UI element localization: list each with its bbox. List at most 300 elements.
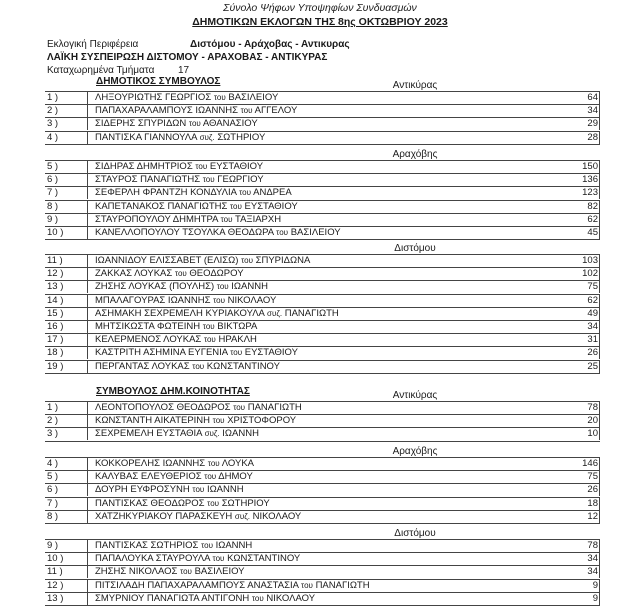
candidate-name-cell xyxy=(95,497,270,510)
candidate-name-cell xyxy=(95,200,298,213)
parent-prefix: του xyxy=(213,93,226,102)
parent-prefix: του xyxy=(233,403,246,412)
candidate-name: ΠΑΝΤΙΣΚΑΣ ΘΕΟΔΩΡΟΣ xyxy=(95,497,205,509)
row-number: 8 ) xyxy=(47,510,59,522)
column-divider xyxy=(87,280,88,293)
vote-count: 18 xyxy=(587,497,598,509)
row-number: 11 ) xyxy=(47,566,63,578)
column-divider xyxy=(599,414,600,427)
document-subtitle: ΔΗΜΟΤΙΚΩΝ ΕΚΛΟΓΩΝ ΤΗΣ 8ης ΟΚΤΩΒΡΙΟΥ 2023 xyxy=(192,16,448,28)
table-row xyxy=(45,497,600,510)
column-divider xyxy=(599,457,600,470)
vote-count: 34 xyxy=(587,321,598,332)
parent-name: ΑΘΑΝΑΣΙΟΥ xyxy=(202,118,258,130)
candidate-name: ΣΤΑΥΡΟΠΟΥΛΟΥ ΔΗΜΗΤΡΑ xyxy=(95,213,218,225)
column-divider xyxy=(87,186,88,199)
table-row xyxy=(45,186,600,199)
parent-prefix: του xyxy=(220,214,233,224)
column-divider xyxy=(599,294,600,307)
column-divider xyxy=(87,360,88,373)
vote-count: 82 xyxy=(587,200,598,212)
vote-count: 34 xyxy=(587,105,598,117)
row-number: 7 ) xyxy=(47,187,59,199)
column-divider xyxy=(599,497,600,510)
row-number: 2 ) xyxy=(47,105,59,117)
vote-count: 64 xyxy=(587,92,598,103)
row-number: 19 ) xyxy=(47,360,64,372)
parent-name: ΝΙΚΟΛΑΟΥ xyxy=(252,510,302,522)
row-number: 14 ) xyxy=(47,294,64,306)
column-divider xyxy=(599,360,600,373)
table-row xyxy=(45,173,600,186)
parent-prefix: του xyxy=(192,361,205,371)
vote-count: 28 xyxy=(587,131,598,143)
district-label: Εκλογική Περιφέρεια xyxy=(47,39,139,50)
column-divider xyxy=(599,539,600,552)
candidate-name: ΣΙΔΗΡΑΣ ΔΗΜΗΤΡΙΟΣ xyxy=(95,161,193,172)
column-divider xyxy=(87,307,88,320)
candidate-name: ΠΑΝΤΙΣΚΑ ΓΙΑΝΝΟΥΛΑ xyxy=(95,131,197,143)
parent-prefix: του xyxy=(212,554,225,564)
parent-name: ΛΟΥΚΑ xyxy=(221,458,255,469)
row-number: 13 ) xyxy=(47,281,64,293)
column-divider xyxy=(599,91,600,104)
candidate-name-cell xyxy=(95,579,370,592)
table-row xyxy=(45,510,600,523)
vote-count: 29 xyxy=(587,118,598,130)
candidate-name-cell xyxy=(95,320,257,333)
column-divider xyxy=(87,579,88,592)
parent-prefix: του xyxy=(276,228,289,237)
table-row xyxy=(45,213,600,226)
parent-prefix: του xyxy=(251,593,264,603)
candidate-name-cell xyxy=(95,360,280,373)
parent-prefix: του xyxy=(240,106,253,116)
column-divider xyxy=(87,267,88,280)
candidate-name: ΠΑΠΑΛΟΥΚΑ ΣΤΑΥΡΟΥΛΑ xyxy=(95,553,210,565)
row-number: 8 ) xyxy=(47,200,59,212)
candidate-name: ΜΗΤΣΙΚΩΣΤΑ ΦΩΤΕΙΝΗ xyxy=(95,321,201,332)
table-row xyxy=(45,307,600,320)
table-row xyxy=(45,226,600,239)
parent-prefix: συζ. xyxy=(204,429,220,439)
candidate-name-cell xyxy=(95,117,258,130)
district-value: Διστόμου - Αράχοβας - Αντικυρας xyxy=(190,39,350,50)
table-rule xyxy=(45,239,600,240)
table-row xyxy=(45,320,600,333)
candidate-name-cell xyxy=(95,401,302,414)
row-number: 7 ) xyxy=(47,497,59,509)
candidate-name-cell xyxy=(95,254,310,267)
area-label: Διστόμου xyxy=(394,243,436,254)
column-divider xyxy=(87,565,88,578)
row-number: 12 ) xyxy=(47,268,64,280)
column-divider xyxy=(599,307,600,320)
column-divider xyxy=(87,346,88,359)
area-label: Αραχόβης xyxy=(392,446,438,457)
vote-count: 150 xyxy=(582,161,598,172)
parent-name: ΧΡΙΣΤΟΦΟΡΟΥ xyxy=(227,415,297,427)
parent-name: ΓΕΩΡΓΙΟΥ xyxy=(217,174,264,186)
table-row xyxy=(45,483,600,496)
parent-name: ΕΥΣΤΑΘΙΟΥ xyxy=(244,200,298,212)
candidate-name-cell xyxy=(95,539,252,552)
table-row xyxy=(45,91,600,104)
candidate-name: ΚΑΣΤΡΙΤΗ ΑΣΗΜΙΝΑ ΕΥΓΕΝΙΑ xyxy=(95,347,228,359)
vote-count: 45 xyxy=(587,227,598,238)
row-number: 12 ) xyxy=(47,579,64,591)
column-divider xyxy=(87,320,88,333)
parent-prefix: του xyxy=(230,201,242,211)
parent-name: ΚΩΝΣΤΑΝΤΙΝΟΥ xyxy=(206,360,280,372)
area-label: Διστόμου xyxy=(394,528,436,539)
area-label: Αντικύρας xyxy=(392,390,438,401)
parent-name: ΒΑΣΙΛΕΙΟΥ xyxy=(228,92,279,103)
parent-name: ΙΩΑΝΝΗ xyxy=(222,428,259,440)
vote-count: 146 xyxy=(582,458,598,469)
candidate-name: ΣΤΑΥΡΟΣ ΠΑΝΑΓΙΩΤΗΣ xyxy=(95,174,201,186)
parent-prefix: του xyxy=(239,188,251,198)
candidate-name-cell xyxy=(95,414,296,427)
column-divider xyxy=(87,470,88,483)
candidate-name-cell xyxy=(95,186,292,199)
column-divider xyxy=(599,267,600,280)
vote-count: 102 xyxy=(582,268,598,280)
candidate-name-cell xyxy=(95,280,268,293)
parent-prefix: του xyxy=(230,348,243,358)
column-divider xyxy=(87,510,88,523)
table-row xyxy=(45,104,600,117)
candidate-name: ΠΙΤΣΙΛΑΔΗ ΠΑΠΑΧΑΡΑΛΑΜΠΟΥΣ ΑΝΑΣΤΑΣΙΑ xyxy=(95,579,299,591)
column-divider xyxy=(87,173,88,186)
candidate-name: ΜΠΑΛΑΓΟΥΡΑΣ ΙΩΑΝΝΗΣ xyxy=(95,294,211,306)
community-section-heading: ΣΥΜΒΟΥΛΟΣ ΔΗΜ.ΚΟΙΝΟΤΗΤΑΣ xyxy=(96,386,250,397)
column-divider xyxy=(599,104,600,117)
parent-name: ΙΩΑΝΝΗ xyxy=(206,484,244,496)
column-divider xyxy=(599,333,600,346)
parent-prefix: του xyxy=(207,498,220,508)
parent-name: ΚΩΝΣΤΑΝΤΙΝΟΥ xyxy=(227,553,301,565)
vote-count: 20 xyxy=(587,415,598,427)
candidate-name: ΠΑΠΑΧΑΡΑΛΑΜΠΟΥΣ ΙΩΑΝΝΗΣ xyxy=(95,105,238,117)
area-label: Αντικύρας xyxy=(392,80,438,91)
vote-count: 26 xyxy=(587,347,598,359)
candidate-name: ΚΑΠΕΤΑΝΑΚΟΣ ΠΑΝΑΓΙΩΤΗΣ xyxy=(95,200,228,212)
parent-name: ΣΠΥΡΙΔΩΝΑ xyxy=(255,255,311,266)
column-divider xyxy=(599,131,600,144)
candidate-name-cell xyxy=(95,104,297,117)
parent-prefix: του xyxy=(301,580,313,590)
column-divider xyxy=(87,104,88,117)
parent-prefix: του xyxy=(201,541,213,550)
row-number: 5 ) xyxy=(47,161,59,172)
candidate-name-cell xyxy=(95,131,265,144)
row-number: 16 ) xyxy=(47,321,64,332)
table-row xyxy=(45,267,600,280)
column-divider xyxy=(599,320,600,333)
row-number: 9 ) xyxy=(47,540,59,551)
column-divider xyxy=(599,117,600,130)
candidate-name: ΖΑΚΚΑΣ ΛΟΥΚΑΣ xyxy=(95,268,173,280)
column-divider xyxy=(87,592,88,605)
parent-prefix: του xyxy=(192,485,205,495)
column-divider xyxy=(599,565,600,578)
parent-prefix: του xyxy=(207,459,220,468)
vote-count: 49 xyxy=(587,307,598,319)
parent-name: ΑΝΔΡΕΑ xyxy=(253,187,292,199)
row-number: 4 ) xyxy=(47,458,59,469)
row-number: 6 ) xyxy=(47,484,59,496)
parent-prefix: συζ. xyxy=(234,511,250,521)
vote-count: 78 xyxy=(587,402,598,413)
parent-name: ΣΩΤΗΡΙΟΥ xyxy=(217,131,266,143)
candidate-name: ΣΙΔΕΡΗΣ ΣΠΥΡΙΔΩΝ xyxy=(95,118,187,130)
vote-count: 34 xyxy=(587,566,598,578)
table-row xyxy=(45,414,600,427)
column-divider xyxy=(87,91,88,104)
column-divider xyxy=(87,117,88,130)
parent-name: ΤΑΞΙΑΡΧΗ xyxy=(234,213,282,225)
table-row xyxy=(45,254,600,267)
table-row xyxy=(45,470,600,483)
column-divider xyxy=(87,160,88,173)
column-divider xyxy=(599,346,600,359)
row-number: 2 ) xyxy=(47,415,59,427)
candidate-name-cell xyxy=(95,470,253,483)
candidate-name: ΛΕΟΝΤΟΠΟΥΛΟΣ ΘΕΟΔΩΡΟΣ xyxy=(95,402,231,413)
column-divider xyxy=(87,427,88,440)
parent-name: ΕΥΣΤΑΘΙΟΥ xyxy=(209,161,264,172)
table-row xyxy=(45,539,600,552)
vote-count: 75 xyxy=(587,281,598,293)
table-row xyxy=(45,280,600,293)
candidate-name-cell xyxy=(95,333,257,346)
parent-name: ΒΑΣΙΛΕΙΟΥ xyxy=(290,227,341,238)
table-row xyxy=(45,200,600,213)
column-divider xyxy=(599,226,600,239)
candidate-name-cell xyxy=(95,483,244,496)
column-divider xyxy=(87,294,88,307)
candidate-name: ΚΑΝΕΛΛΟΠΟΥΛΟΥ ΤΣΟΥΛΚΑ ΘΕΟΔΩΡΑ xyxy=(95,227,274,238)
column-divider xyxy=(599,186,600,199)
vote-count: 136 xyxy=(582,174,598,186)
document-title: Σύνολο Ψήφων Υποψηφίων Συνδυασμών xyxy=(223,2,417,14)
parent-prefix: του xyxy=(174,269,187,279)
candidate-name-cell xyxy=(95,552,300,565)
table-row xyxy=(45,117,600,130)
vote-count: 78 xyxy=(587,540,598,551)
parent-name: ΘΕΟΔΩΡΟΥ xyxy=(189,268,244,280)
parent-name: ΗΡΑΚΛΗ xyxy=(218,334,257,346)
parent-prefix: του xyxy=(195,162,208,171)
column-divider xyxy=(599,427,600,440)
stations-value: 17 xyxy=(178,65,190,76)
candidate-name: ΧΑΤΖΗΚΥΡΙΑΚΟΥ ΠΑΡΑΣΚΕΥΗ xyxy=(95,510,233,522)
column-divider xyxy=(599,470,600,483)
table-row xyxy=(45,160,600,173)
parent-prefix: συζ. xyxy=(267,308,283,318)
vote-count: 75 xyxy=(587,471,598,483)
row-number: 15 ) xyxy=(47,307,64,319)
stations-label: Καταχωρημένα Τμήματα xyxy=(47,65,155,76)
column-divider xyxy=(599,200,600,213)
column-divider xyxy=(87,401,88,414)
parent-prefix: του xyxy=(203,335,216,345)
column-divider xyxy=(599,213,600,226)
row-number: 9 ) xyxy=(47,213,59,225)
parent-name: ΠΑΝΑΓΙΩΤΗ xyxy=(284,307,339,319)
row-number: 1 ) xyxy=(47,92,59,103)
column-divider xyxy=(87,333,88,346)
vote-count: 9 xyxy=(592,579,598,591)
candidate-name: ΣΕΦΕΡΛΗ ΦΡΑΝΤΖΗ ΚΟΝΔΥΛΙΑ xyxy=(95,187,237,199)
parent-name: ΙΩΑΝΝΗ xyxy=(215,540,253,551)
parent-prefix: του xyxy=(241,256,253,265)
candidate-name: ΣΜΥΡΝΙΟΥ ΠΑΝΑΓΙΩΤΑ ΑΝΤΙΓΟΝΗ xyxy=(95,592,250,604)
row-number: 3 ) xyxy=(47,118,59,130)
candidate-name: ΛΗΞΟΥΡΙΩΤΗΣ ΓΕΩΡΓΙΟΣ xyxy=(95,92,212,103)
candidate-name: ΠΕΡΓΑΝΤΑΣ ΛΟΥΚΑΣ xyxy=(95,360,190,372)
candidate-name: ΖΗΣΗΣ ΛΟΥΚΑΣ (ΠΟΥΛΗΣ) xyxy=(95,281,215,293)
vote-count: 31 xyxy=(587,334,598,346)
candidate-name-cell xyxy=(95,510,301,523)
vote-count: 62 xyxy=(587,213,598,225)
parent-prefix: του xyxy=(202,322,215,331)
vote-count: 34 xyxy=(587,553,598,565)
candidate-name: ΚΑΛΥΒΑΣ ΕΛΕΥΘΕΡΙΟΣ xyxy=(95,471,202,483)
candidate-name: ΣΕΧΡΕΜΕΛΗ ΕΥΣΤΑΘΙΑ xyxy=(95,428,202,440)
column-divider xyxy=(599,173,600,186)
parent-prefix: του xyxy=(188,119,201,129)
candidate-name-cell xyxy=(95,427,259,440)
parent-name: ΙΩΑΝΝΗ xyxy=(231,281,268,293)
table-row xyxy=(45,131,600,144)
parent-name: ΑΓΓΕΛΟΥ xyxy=(254,105,298,117)
municipal-section-heading: ΔΗΜΟΤΙΚΟΣ ΣΥΜΒΟΥΛΟΣ xyxy=(96,76,221,87)
candidate-name-cell xyxy=(95,592,315,605)
candidate-name: ΚΟΚΚΟΡΕΛΗΣ ΙΩΑΝΝΗΣ xyxy=(95,458,206,469)
candidate-name: ΠΑΝΤΙΣΚΑΣ ΣΩΤΗΡΙΟΣ xyxy=(95,540,199,551)
candidate-name: ΔΟΥΡΗ ΕΥΦΡΟΣΥΝΗ xyxy=(95,484,190,496)
table-row xyxy=(45,401,600,414)
candidate-name-cell xyxy=(95,226,341,239)
column-divider xyxy=(87,131,88,144)
candidate-name-cell xyxy=(95,91,278,104)
column-divider xyxy=(599,280,600,293)
candidate-name-cell xyxy=(95,213,281,226)
candidate-name-cell xyxy=(95,307,339,320)
column-divider xyxy=(599,401,600,414)
parent-prefix: του xyxy=(216,282,229,292)
column-divider xyxy=(87,457,88,470)
vote-count: 123 xyxy=(582,187,598,199)
area-label: Αραχόβης xyxy=(392,149,438,160)
candidate-name: ΑΣΗΜΑΚΗ ΣΕΧΡΕΜΕΛΗ ΚΥΡΙΑΚΟΥΛΑ xyxy=(95,307,265,319)
column-divider xyxy=(599,552,600,565)
table-rule xyxy=(45,441,600,442)
parent-prefix: του xyxy=(202,175,215,185)
candidate-name: ΚΩΝΣΤΑΝΤΗ ΑΙΚΑΤΕΡΙΝΗ xyxy=(95,415,211,427)
row-number: 6 ) xyxy=(47,174,59,186)
row-number: 11 ) xyxy=(47,255,63,266)
row-number: 13 ) xyxy=(47,592,64,604)
table-row xyxy=(45,427,600,440)
column-divider xyxy=(599,579,600,592)
column-divider xyxy=(599,592,600,605)
row-number: 17 ) xyxy=(47,334,64,346)
row-number: 4 ) xyxy=(47,131,59,143)
column-divider xyxy=(599,254,600,267)
row-number: 10 ) xyxy=(47,553,64,565)
vote-count: 12 xyxy=(587,510,598,522)
row-number: 10 ) xyxy=(47,227,64,238)
row-number: 3 ) xyxy=(47,428,59,440)
candidate-name: ΙΩΑΝΝΙΔΟΥ ΕΛΙΣΣΑΒΕΤ (ΕΛΙΣΩ) xyxy=(95,255,239,266)
vote-count: 103 xyxy=(582,255,598,266)
table-rule xyxy=(45,144,600,145)
column-divider xyxy=(87,200,88,213)
parent-name: ΒΙΚΤΩΡΑ xyxy=(217,321,258,332)
column-divider xyxy=(599,483,600,496)
parent-prefix: του xyxy=(180,567,192,577)
parent-name: ΔΗΜΟΥ xyxy=(218,471,253,483)
table-row xyxy=(45,565,600,578)
candidate-name-cell xyxy=(95,173,264,186)
column-divider xyxy=(87,254,88,267)
parent-prefix: του xyxy=(213,295,225,305)
row-number: 1 ) xyxy=(47,402,59,413)
parent-name: ΒΑΣΙΛΕΙΟΥ xyxy=(194,566,245,578)
column-divider xyxy=(87,539,88,552)
vote-count: 62 xyxy=(587,294,598,306)
table-rule xyxy=(45,605,600,606)
table-row xyxy=(45,294,600,307)
column-divider xyxy=(87,213,88,226)
table-row xyxy=(45,346,600,359)
candidate-name-cell xyxy=(95,267,244,280)
row-number: 18 ) xyxy=(47,347,64,359)
vote-count: 10 xyxy=(587,428,598,440)
candidate-name-cell xyxy=(95,457,254,470)
parent-name: ΕΥΣΤΑΘΙΟΥ xyxy=(244,347,298,359)
column-divider xyxy=(599,510,600,523)
candidate-name-cell xyxy=(95,160,263,173)
table-row xyxy=(45,360,600,373)
candidate-name-cell xyxy=(95,294,276,307)
parent-name: ΠΑΝΑΓΙΩΤΗ xyxy=(315,579,370,591)
column-divider xyxy=(87,483,88,496)
table-row xyxy=(45,592,600,605)
candidate-name: ΖΗΣΗΣ ΝΙΚΟΛΑΟΣ xyxy=(95,566,178,578)
party-name: ΛΑΪΚΗ ΣΥΣΠΕΙΡΩΣΗ ΔΙΣΤΟΜΟΥ - ΑΡΑΧΟΒΑΣ - ΑΝΤΙΚΥΡΑΣ xyxy=(47,52,328,63)
vote-count: 9 xyxy=(592,592,598,604)
parent-name: ΣΩΤΗΡΙΟΥ xyxy=(221,497,270,509)
candidate-name-cell xyxy=(95,565,245,578)
table-row xyxy=(45,552,600,565)
candidate-name: ΚΕΛΕΡΜΕΝΟΣ ΛΟΥΚΑΣ xyxy=(95,334,202,346)
candidate-name-cell xyxy=(95,346,298,359)
parent-prefix: συζ. xyxy=(199,132,215,142)
table-row xyxy=(45,333,600,346)
vote-count: 26 xyxy=(587,484,598,496)
table-row xyxy=(45,579,600,592)
column-divider xyxy=(87,497,88,510)
table-rule xyxy=(45,373,600,374)
parent-prefix: του xyxy=(212,416,225,426)
parent-prefix: του xyxy=(204,472,217,482)
parent-name: ΝΙΚΟΛΑΟΥ xyxy=(266,592,316,604)
vote-count: 25 xyxy=(587,360,598,372)
